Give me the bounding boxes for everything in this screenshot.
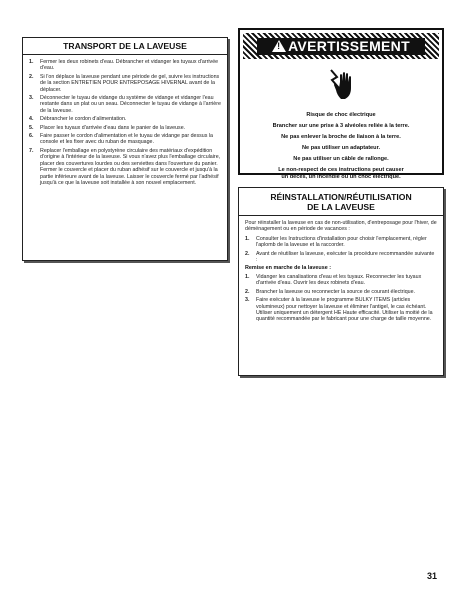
warning-triangle-icon: ! — [272, 40, 286, 52]
step-text: Déconnecter le tuyau de vidange du système de vidange et vidanger l'eau restante dans un plat ou un seau. Déconnecter le tuyau de vidange à l'arrière de la laveuse. — [40, 95, 221, 114]
reinstall-intro: Pour réinstaller la laveuse en cas de non-utilisation, d'entreposage pour l'hiver, de déménagement ou en période de vacances : — [245, 220, 437, 233]
transport-title: TRANSPORT DE LA LAVEUSE — [23, 38, 227, 55]
list-item — [29, 148, 221, 186]
warning-title: AVERTISSEMENT — [288, 38, 410, 54]
warning-box — [238, 28, 444, 180]
warning-consequence: Le non-respect de ces instructions peut causer — [278, 167, 404, 173]
reinstall-title-line: DE LA LAVEUSE — [307, 202, 375, 212]
warning-banner-text — [257, 38, 425, 55]
list-item — [29, 133, 221, 146]
list-item — [245, 289, 437, 295]
list-item — [29, 59, 221, 72]
list-item — [245, 297, 437, 323]
step-number: 3. — [245, 297, 250, 304]
warning-line: Ne pas utiliser un câble de rallonge. — [293, 156, 389, 162]
warning-banner — [243, 33, 439, 59]
step-text: Replacer l'emballage en polystyrène circulaire des matériaux d'expédition d'origine à l'intérieur de la laveuse. Si vous n'avez plus l'emballage circulaire, placer des couvertures lourdes ou des serviettes dans l'ouverture du panier. Fermer le couvercle et placer du ruban adhésif sur le couvercle et jusqu'à la partie inférieure avant de la laveuse. Laisser le couvercle fermé par l'adhésif jusqu'à ce que la laveuse soit installée à son nouvel emplacement. — [40, 147, 221, 186]
step-text: Faire exécuter à la laveuse le programme BULKY ITEMS (articles volumineux) pour nettoyer la laveuse et éliminer l'antigel, le cas échéant. Utiliser uniquement un détergent HE Haute efficacité. Utiliser la moitié de la quantité recommandée par le fabricant pour une charge de taille moyenne. — [256, 297, 433, 323]
warning-text — [244, 112, 438, 181]
step-text: Faire passer le cordon d'alimentation et le tuyau de vidange par dessus la console et les fixer avec du ruban de masquage. — [40, 133, 213, 146]
step-text: Placer les tuyaux d'arrivée d'eau dans le panier de la laveuse. — [40, 124, 186, 131]
restart-subhead: Remise en marche de la laveuse : — [245, 265, 331, 272]
list-item — [29, 116, 221, 122]
step-number: 1. — [245, 274, 250, 281]
reinstall-section — [238, 187, 444, 376]
transport-section — [22, 37, 228, 261]
step-text: Fermer les deux robinets d'eau. Débrancher et vidanger les tuyaux d'arrivée d'eau. — [40, 59, 219, 72]
warning-heading: Risque de choc électrique — [306, 112, 376, 118]
step-number: 2. — [245, 250, 250, 257]
step-number: 1. — [29, 59, 34, 65]
reinstall-title — [239, 188, 443, 216]
step-number: 4. — [29, 116, 34, 123]
warning-line: Ne pas utiliser un adaptateur. — [301, 145, 381, 151]
electric-shock-hand-icon — [327, 68, 355, 102]
list-item — [245, 236, 437, 249]
step-text: Avant de réutiliser la laveuse, exécuter la procédure recommandée suivante : — [256, 250, 435, 264]
step-number: 5. — [29, 124, 34, 131]
list-item — [245, 251, 437, 264]
list-item — [29, 74, 221, 93]
transport-steps — [29, 59, 221, 186]
step-number: 2. — [29, 73, 34, 80]
step-number: 2. — [245, 288, 250, 295]
list-item — [29, 125, 221, 131]
step-text: Si l'on déplace la laveuse pendant une période de gel, suivre les instructions de la section ENTRETIEN POUR ENTREPOSAGE HIVERNAL avant de la déplacer. — [40, 73, 220, 93]
step-number: 6. — [29, 133, 34, 140]
step-number: 7. — [29, 147, 34, 154]
reinstall-title-line: RÉINSTALLATION/RÉUTILISATION — [270, 192, 412, 202]
restart-steps — [245, 274, 437, 323]
warning-line: Brancher sur une prise à 3 alvéoles reliée à la terre. — [272, 123, 410, 129]
list-item — [29, 95, 221, 114]
step-number: 1. — [245, 235, 250, 242]
step-text: Brancher la laveuse ou reconnecter la source de courant électrique. — [256, 288, 415, 295]
list-item — [245, 274, 437, 287]
page-number: 31 — [427, 571, 438, 581]
warning-line: Ne pas enlever la broche de liaison à la terre. — [281, 134, 401, 140]
step-text: Consulter les Instructions d'installation pour choisir l'emplacement, régler l'aplomb de la laveuse et la raccorder. — [256, 235, 427, 249]
reinstall-steps — [245, 236, 437, 264]
step-number: 3. — [29, 95, 34, 102]
step-text: Vidanger les canalisations d'eau et les tuyaux. Reconnecter les tuyaux d'arrivée d'eau. Ouvrir les deux robinets d'eau. — [256, 274, 422, 287]
step-text: Débrancher le cordon d'alimentation. — [40, 116, 127, 123]
warning-consequence: un décès, un incendie ou un choc électrique. — [281, 174, 401, 180]
